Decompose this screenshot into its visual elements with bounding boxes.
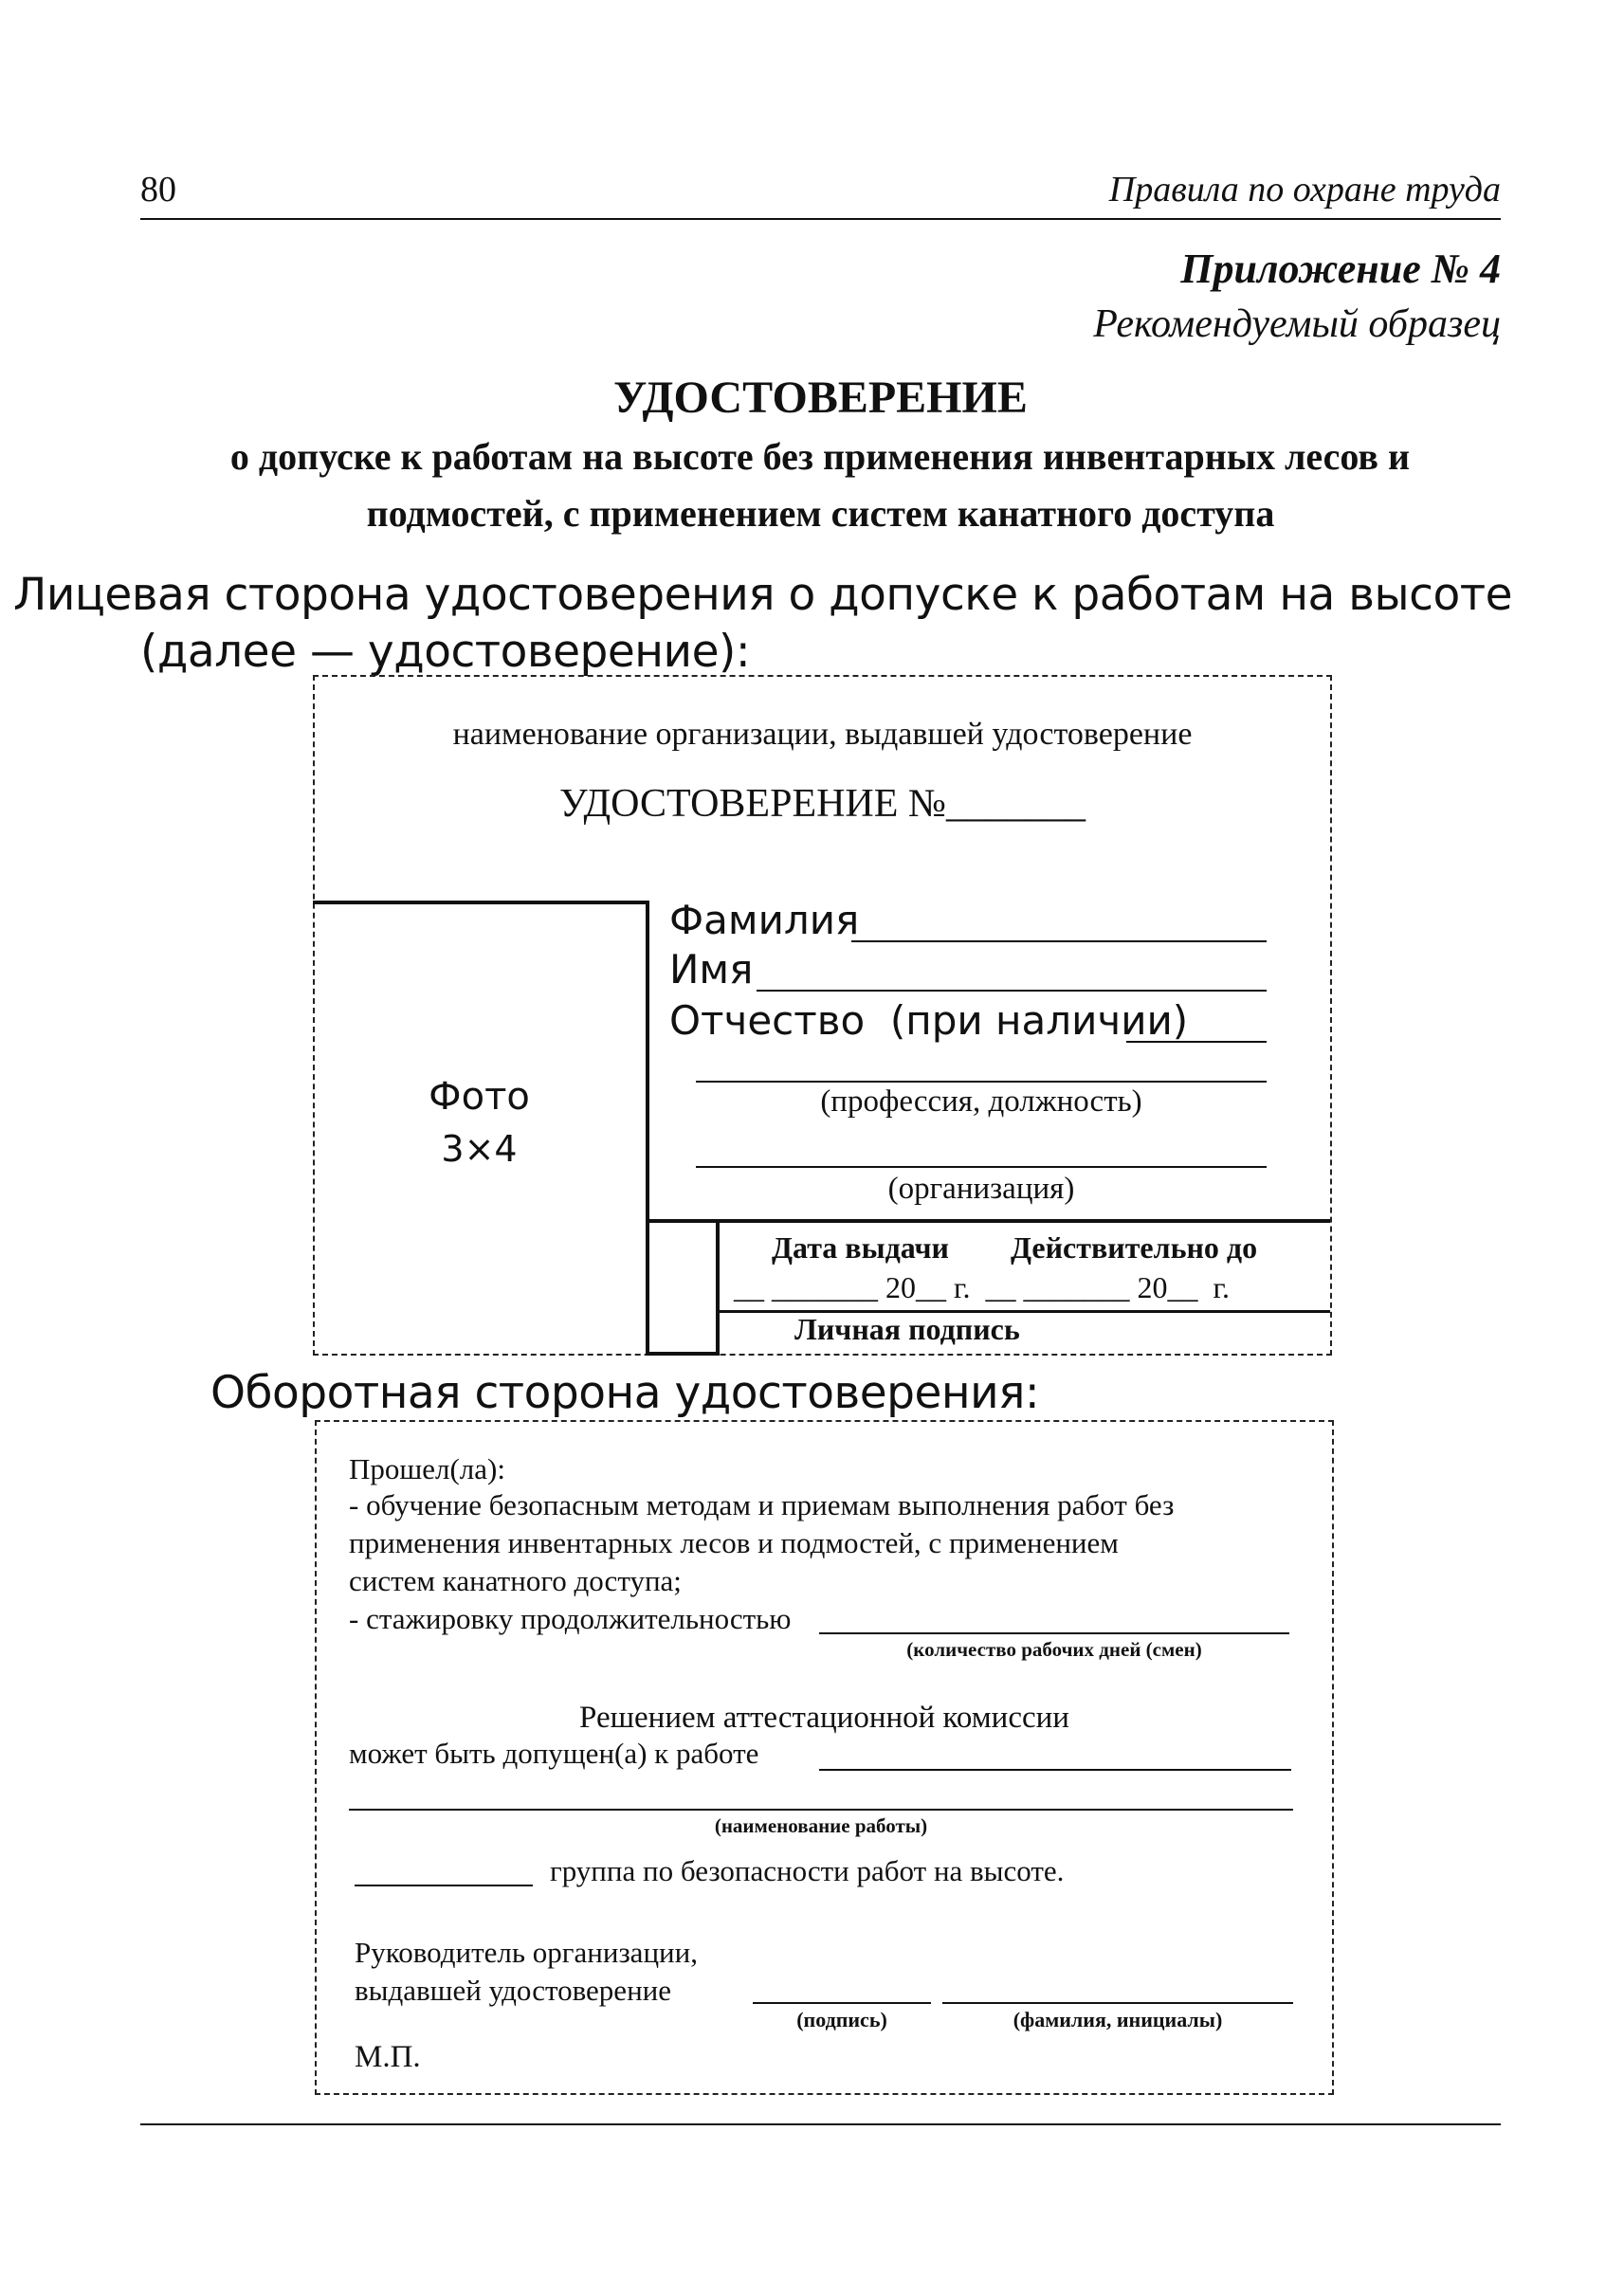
page-number: 80 xyxy=(140,170,176,209)
running-title: Правила по охране труда xyxy=(1108,170,1501,209)
surname-field xyxy=(851,940,1267,942)
commission-decision: Решением аттестационной комиссии xyxy=(579,1701,1069,1735)
issue-date-label: Дата выдачи xyxy=(772,1230,949,1265)
name-label: Имя xyxy=(669,946,754,993)
signature-box-left xyxy=(646,1219,649,1356)
internship-days-caption: (количество рабочих дней (смен) xyxy=(906,1638,1202,1661)
header-rule xyxy=(140,218,1501,220)
org-name-caption: наименование организации, выдавшей удостоверение xyxy=(452,717,1193,752)
appendix-note: Рекомендуемый образец xyxy=(1093,302,1501,346)
patronymic-label: Отчество (при наличии) xyxy=(669,997,1189,1044)
work-name-field xyxy=(349,1809,1293,1811)
front-intro-line-1: Лицевая сторона удостоверения о допуске к работам на высоте xyxy=(13,569,1512,621)
name-field xyxy=(757,990,1267,992)
stamp-place: М.П. xyxy=(355,2040,421,2074)
profession-caption: (профессия, должность) xyxy=(820,1084,1142,1119)
photo-size: 3×4 xyxy=(441,1128,518,1170)
passed-label: Прошел(ла): xyxy=(349,1452,505,1485)
training-line-3: систем канатного доступа; xyxy=(349,1564,682,1597)
organization-caption: (организация) xyxy=(887,1172,1075,1206)
profession-field xyxy=(696,1081,1267,1083)
work-name-caption: (наименование работы) xyxy=(714,1814,928,1837)
appendix-number: Приложение № 4 xyxy=(1180,246,1501,292)
head-of-org-line-2: выдавшей удостоверение xyxy=(355,1974,672,2007)
front-intro-line-2: (далее — удостоверение): xyxy=(140,626,751,678)
safety-group-field xyxy=(355,1885,533,1886)
document-title: УДОСТОВЕРЕНИЕ xyxy=(613,373,1028,423)
photo-label: Фото xyxy=(429,1075,530,1119)
personal-signature-caption: Личная подпись xyxy=(794,1312,1020,1346)
internship-label: - стажировку продолжительностью xyxy=(349,1602,792,1635)
head-fio-caption: (фамилия, инициалы) xyxy=(1013,2008,1223,2031)
photo-top-border xyxy=(313,901,649,904)
safety-group-label: группа по безопасности работ на высоте. xyxy=(550,1854,1065,1887)
document-subtitle-line-2: подмостей, с применением систем канатного доступа xyxy=(366,492,1275,535)
certificate-number: УДОСТОВЕРЕНИЕ №_______ xyxy=(558,782,1086,826)
front-side-card xyxy=(313,675,1332,1356)
signature-box-right xyxy=(716,1219,720,1356)
head-signature-field xyxy=(753,2002,931,2004)
head-of-org-line-1: Руководитель организации, xyxy=(355,1936,698,1969)
footer-rule xyxy=(140,2123,1501,2125)
internship-days-field xyxy=(819,1632,1289,1634)
admitted-work-field xyxy=(819,1769,1291,1771)
training-line-2: применения инвентарных лесов и подмостей, с применением xyxy=(349,1526,1119,1559)
document-subtitle-line-1: о допуске к работам на высоте без применения инвентарных лесов и xyxy=(229,435,1411,478)
valid-until-label: Действительно до xyxy=(1011,1230,1258,1265)
back-intro: Оборотная сторона удостоверения: xyxy=(210,1367,1040,1419)
admitted-label: может быть допущен(а) к работе xyxy=(349,1737,759,1770)
back-side-card xyxy=(315,1420,1334,2095)
head-signature-caption: (подпись) xyxy=(796,2008,887,2031)
dates-line: __ _______ 20__ г. __ _______ 20__ г. xyxy=(734,1270,1231,1304)
organization-field xyxy=(696,1166,1267,1168)
training-line-1: - обучение безопасным методам и приемам выполнения работ без xyxy=(349,1488,1175,1521)
patronymic-field xyxy=(1126,1041,1267,1043)
signature-box-bottom xyxy=(646,1352,720,1356)
dates-top-border xyxy=(646,1219,1330,1223)
head-fio-field xyxy=(942,2002,1293,2004)
surname-label: Фамилия xyxy=(669,897,860,943)
